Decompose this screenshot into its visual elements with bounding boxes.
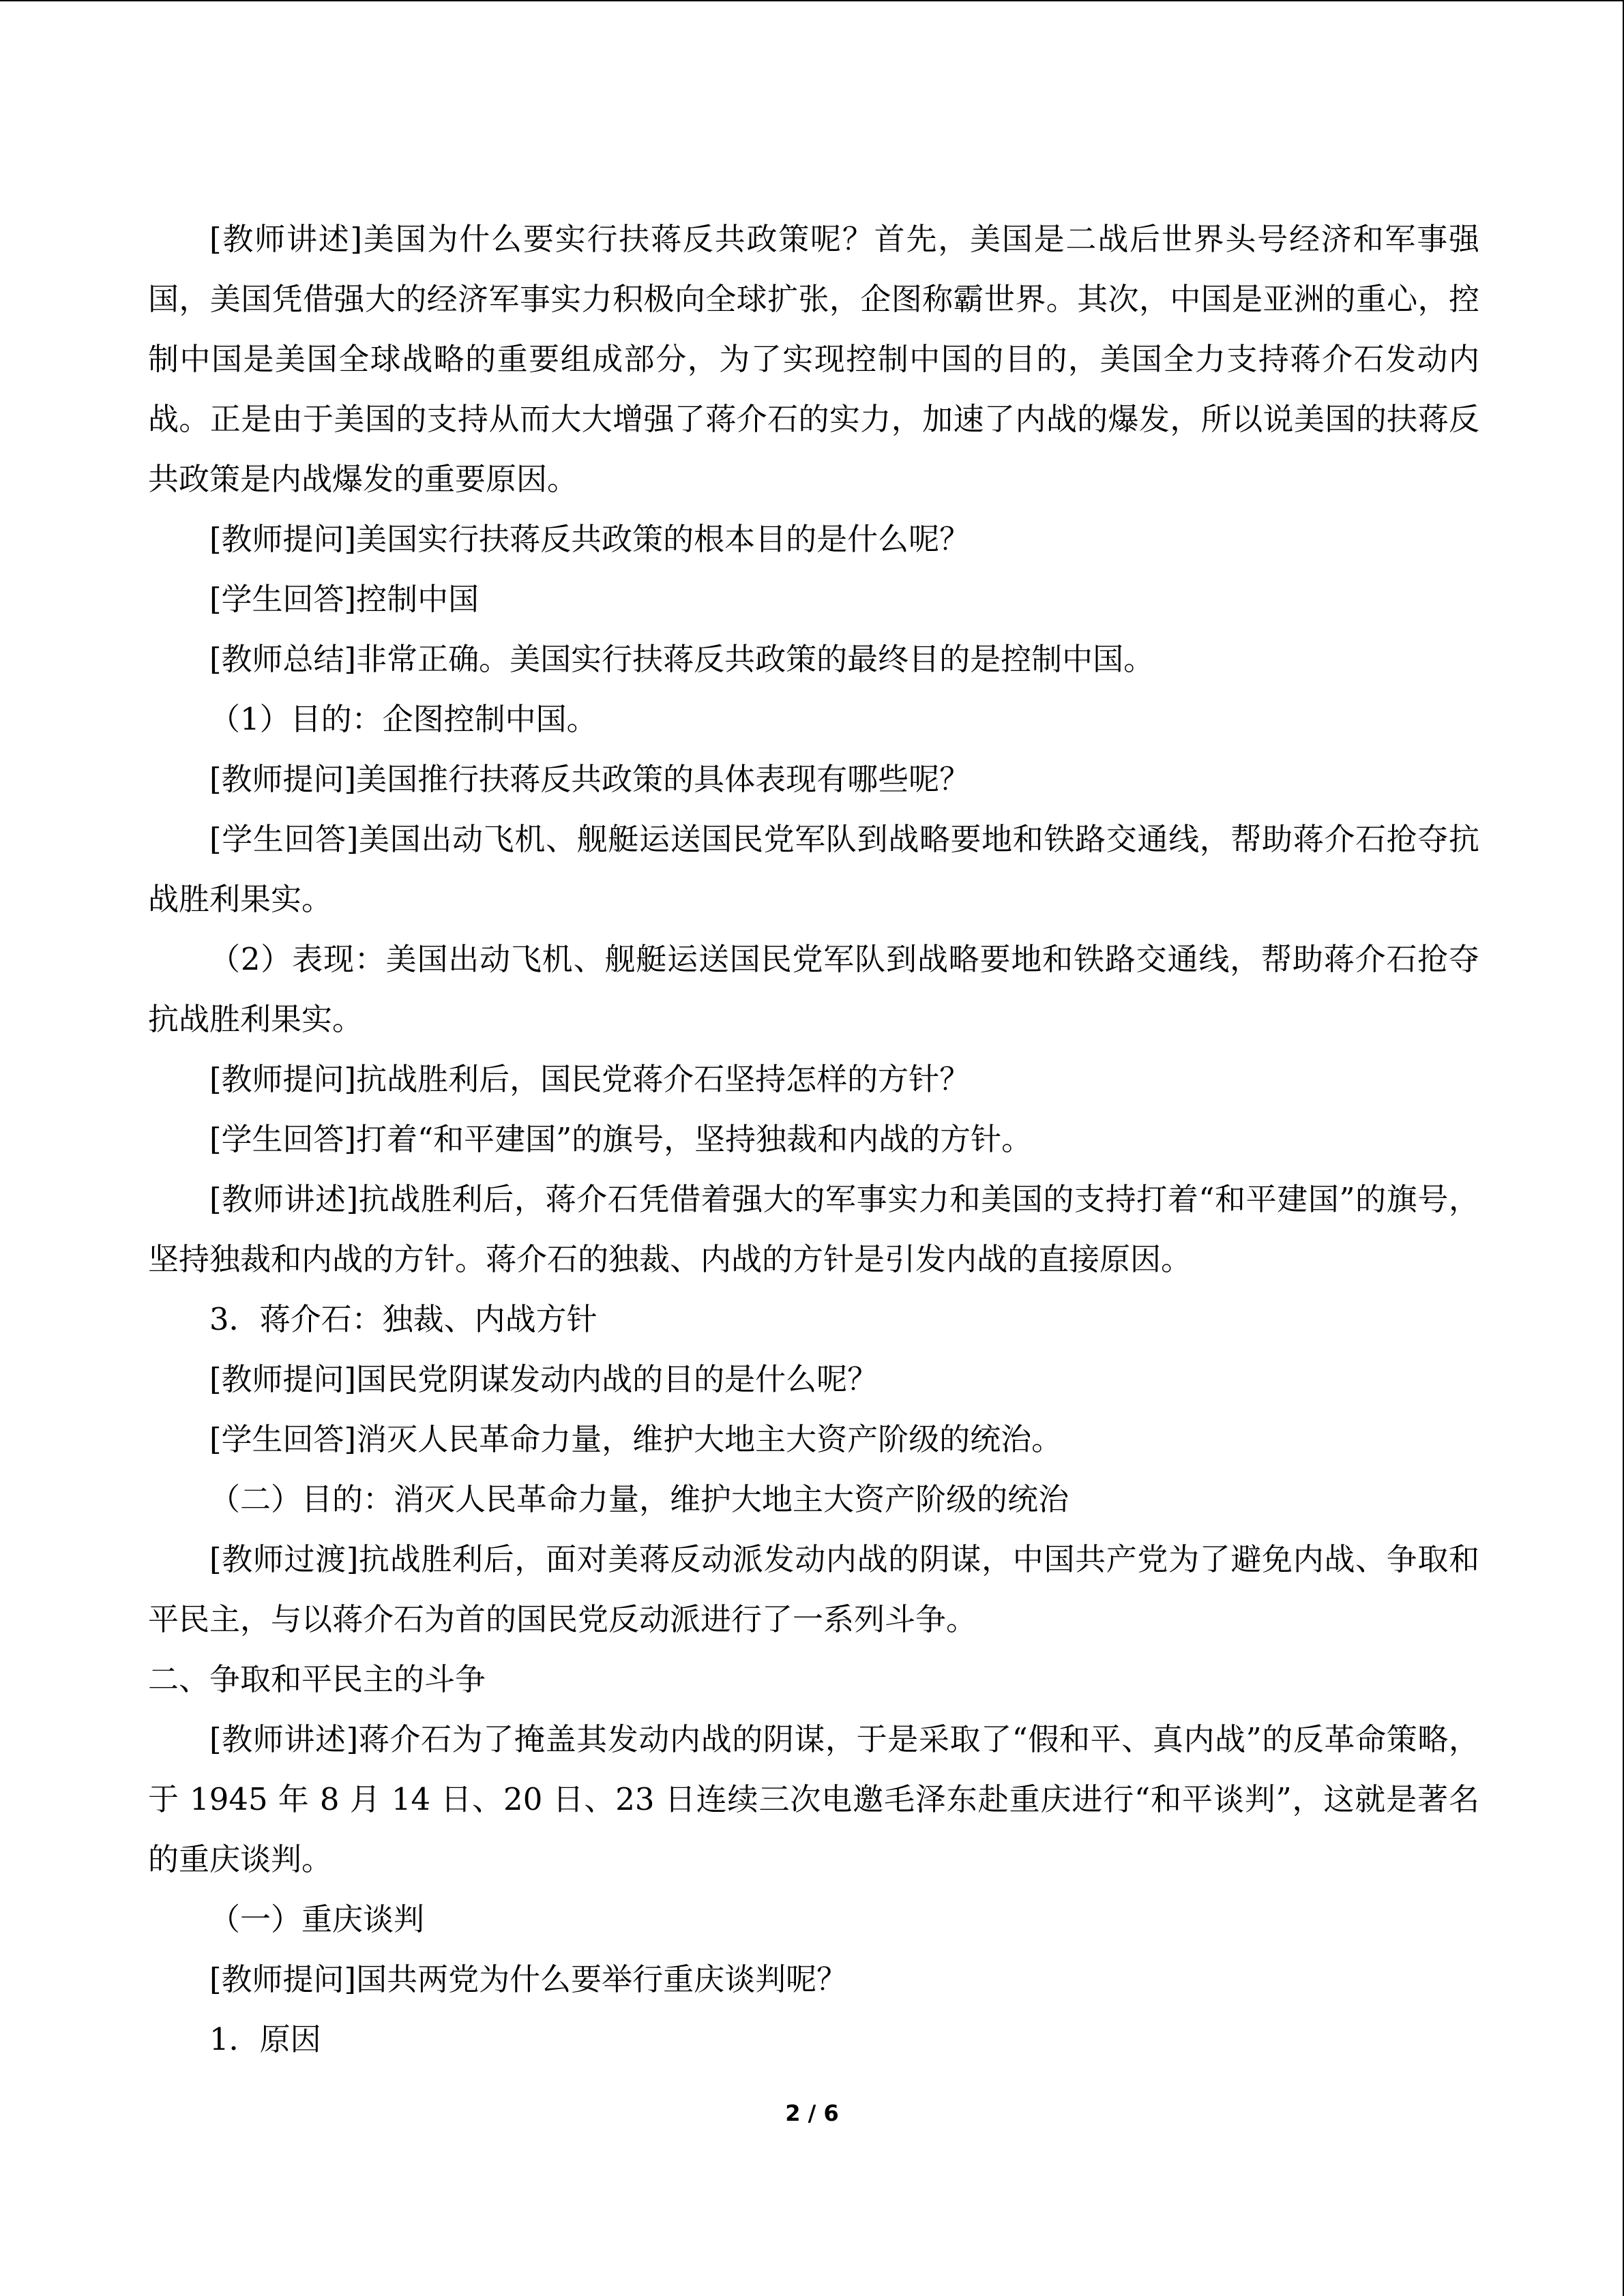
paragraph: 3．蒋介石：独裁、内战方针	[209, 1301, 597, 1337]
document-body	[148, 209, 1479, 2070]
paragraph: 1．原因	[209, 2021, 321, 2057]
paragraph: （1）目的：企图控制中国。	[209, 701, 597, 737]
paragraph: [教师讲述]蒋介石为了掩盖其发动内战的阴谋，于是采取了“假和平、真内战”的反革命策略，于 1945 年 8 月 14 日、20 日、23 日连续三次电邀毛泽东赴重庆进行“和平谈判”，这就是著名的重庆谈判。	[148, 1721, 1479, 1877]
paragraph: （2）表现：美国出动飞机、舰艇运送国民党军队到战略要地和铁路交通线，帮助蒋介石抢夺抗战胜利果实。	[148, 941, 1479, 1037]
section-heading: 二、争取和平民主的斗争	[148, 1661, 486, 1697]
paragraph: [学生回答]控制中国	[209, 581, 479, 617]
paragraph: [教师讲述]美国为什么要实行扶蒋反共政策呢？首先，美国是二战后世界头号经济和军事强国，美国凭借强大的经济军事实力积极向全球扩张，企图称霸世界。其次，中国是亚洲的重心，控制中国是美国全球战略的重要组成部分，为了实现控制中国的目的，美国全力支持蒋介石发动内战。正是由于美国的支持从而大大增强了蒋介石的实力，加速了内战的爆发，所以说美国的扶蒋反共政策是内战爆发的重要原因。	[148, 221, 1479, 497]
paragraph: [学生回答]美国出动飞机、舰艇运送国民党军队到战略要地和铁路交通线，帮助蒋介石抢夺抗战胜利果实。	[148, 821, 1479, 917]
paragraph: [教师提问]国共两党为什么要举行重庆谈判呢？	[209, 1961, 848, 1997]
paragraph: （二）目的：消灭人民革命力量，维护大地主大资产阶级的统治	[209, 1481, 1069, 1517]
page-number: 2 / 6	[785, 2100, 839, 2126]
paragraph: [教师提问]美国推行扶蒋反共政策的具体表现有哪些呢？	[209, 761, 971, 797]
paragraph: （一）重庆谈判	[209, 1901, 425, 1937]
paragraph: [教师过渡]抗战胜利后，面对美蒋反动派发动内战的阴谋，中国共产党为了避免内战、争取和平民主，与以蒋介石为首的国民党反动派进行了一系列斗争。	[148, 1541, 1479, 1637]
paragraph: [教师提问]抗战胜利后，国民党蒋介石坚持怎样的方针？	[209, 1061, 971, 1097]
paragraph: [教师提问]国民党阴谋发动内战的目的是什么呢？	[209, 1361, 879, 1397]
paragraph: [学生回答]打着“和平建国”的旗号，坚持独裁和内战的方针。	[209, 1121, 1033, 1157]
paragraph: [教师提问]美国实行扶蒋反共政策的根本目的是什么呢？	[209, 521, 971, 557]
paragraph: [学生回答]消灭人民革命力量，维护大地主大资产阶级的统治。	[209, 1421, 1063, 1457]
paragraph: [教师讲述]抗战胜利后，蒋介石凭借着强大的军事实力和美国的支持打着“和平建国”的旗号，坚持独裁和内战的方针。蒋介石的独裁、内战的方针是引发内战的直接原因。	[148, 1181, 1479, 1277]
paragraph: [教师总结]非常正确。美国实行扶蒋反共政策的最终目的是控制中国。	[209, 641, 1155, 677]
